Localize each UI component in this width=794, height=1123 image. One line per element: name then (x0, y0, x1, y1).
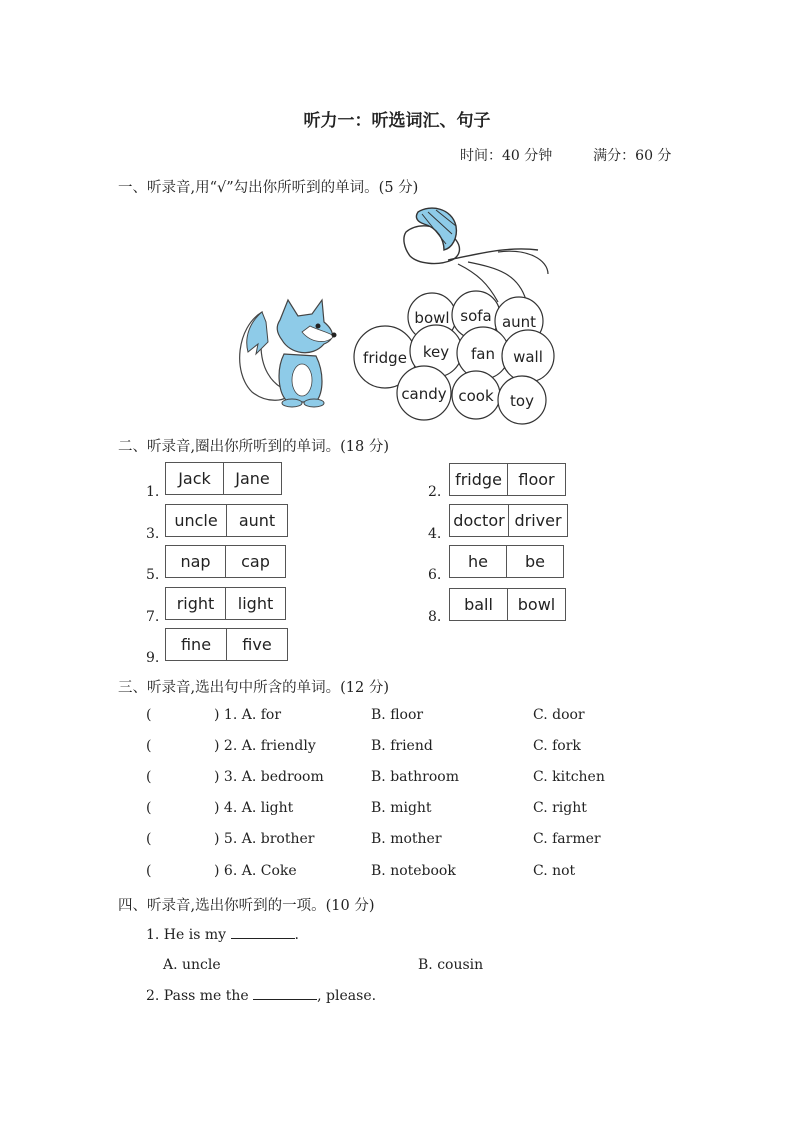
word-option[interactable]: driver (508, 505, 567, 536)
answer-blank[interactable] (231, 926, 295, 939)
mc-stem: ) 3. A. bedroom (214, 769, 324, 785)
word-choice-box (165, 628, 288, 661)
question-text: 2. Pass me the (146, 988, 249, 1004)
grape-word[interactable]: cook (458, 387, 494, 405)
word-choice-box (449, 588, 566, 621)
option-c: C. right (533, 800, 587, 816)
option-c: C. farmer (533, 831, 601, 847)
item-number: 3. (146, 526, 160, 542)
item-number: 6. (428, 567, 442, 583)
word-choice-box (165, 504, 288, 537)
time-limit: 时间：40 分钟 (460, 148, 553, 164)
answer-paren[interactable]: ( (146, 738, 152, 754)
word-choice-box (165, 587, 286, 620)
mc-question (146, 707, 151, 723)
fox-illustration (232, 292, 344, 412)
answer-paren[interactable]: ( (146, 707, 152, 723)
grape-word[interactable]: bowl (414, 309, 450, 327)
exam-meta (460, 145, 671, 165)
mc-stem: ) 2. A. friendly (214, 738, 316, 754)
word-option[interactable]: be (506, 546, 563, 577)
word-option[interactable]: right (176, 594, 215, 613)
option-c: C. door (533, 707, 585, 723)
word-option[interactable]: floor (507, 464, 565, 495)
option-b: B. bathroom (371, 769, 459, 785)
mc-question (146, 738, 151, 754)
word-choice-box (449, 545, 564, 578)
word-option[interactable]: ball (464, 595, 493, 614)
mc-question (146, 863, 151, 879)
word-option[interactable]: uncle (174, 511, 218, 530)
grape-word[interactable]: sofa (460, 307, 492, 325)
word-choice-box (165, 462, 282, 495)
full-score: 满分：60 分 (593, 148, 672, 164)
word-option[interactable]: light (225, 588, 285, 619)
word-option[interactable]: Jane (223, 463, 281, 494)
mc-stem: ) 6. A. Coke (214, 863, 297, 879)
mc-question (146, 831, 151, 847)
item-number: 9. (146, 650, 160, 666)
option-b: B. friend (371, 738, 433, 754)
word-option[interactable]: five (226, 629, 287, 660)
word-option[interactable]: fridge (455, 470, 502, 489)
grape-word[interactable]: aunt (501, 313, 537, 331)
option-b: B. might (371, 800, 432, 816)
mc-question (146, 769, 151, 785)
option-a[interactable]: A. uncle (163, 957, 221, 973)
page-title: 听力一：听选词汇、句子 (303, 111, 491, 131)
word-option[interactable]: fine (180, 635, 212, 654)
mc-stem: ) 4. A. light (214, 800, 294, 816)
word-choice-box (449, 463, 566, 496)
answer-paren[interactable]: ( (146, 800, 152, 816)
item-number: 8. (428, 609, 442, 625)
option-b: B. mother (371, 831, 442, 847)
question-end: . (294, 927, 299, 943)
grape-word[interactable]: candy (401, 385, 447, 403)
option-c: C. fork (533, 738, 581, 754)
item-number: 7. (146, 609, 160, 625)
option-c: C. kitchen (533, 769, 605, 785)
option-b: B. notebook (371, 863, 456, 879)
section2-heading: 二、听录音,圈出你所听到的单词。(18 分) (118, 439, 389, 455)
word-option[interactable]: aunt (226, 505, 287, 536)
option-c: C. not (533, 863, 576, 879)
word-option[interactable]: nap (180, 552, 211, 571)
option-b: B. floor (371, 707, 424, 723)
grape-word[interactable]: fridge (363, 349, 407, 367)
answer-blank[interactable] (253, 987, 317, 1000)
item-number: 1. (146, 484, 160, 500)
word-option[interactable]: doctor (453, 511, 505, 530)
item-number: 4. (428, 526, 442, 542)
answer-paren[interactable]: ( (146, 769, 152, 785)
word-choice-box (165, 545, 286, 578)
word-option[interactable]: cap (225, 546, 285, 577)
grape-word[interactable]: fan (471, 345, 495, 363)
section1-heading: 一、听录音,用“√”勾出你所听到的单词。(5 分) (118, 180, 419, 196)
grape-word[interactable]: key (422, 343, 450, 361)
answer-paren[interactable]: ( (146, 863, 152, 879)
grape-word[interactable]: wall (513, 348, 543, 366)
fill-question-2 (146, 987, 376, 1004)
word-option[interactable]: he (468, 552, 488, 571)
grape-word-cluster (348, 204, 558, 426)
question-end: , please. (317, 988, 377, 1004)
word-option[interactable]: Jack (178, 469, 211, 488)
word-option[interactable]: bowl (507, 589, 565, 620)
option-b[interactable]: B. cousin (418, 957, 484, 973)
word-choice-box (449, 504, 568, 537)
answer-paren[interactable]: ( (146, 831, 152, 847)
mc-stem: ) 1. A. for (214, 707, 282, 723)
section4-heading: 四、听录音,选出你听到的一项。(10 分) (118, 898, 375, 914)
item-number: 2. (428, 484, 442, 500)
fill-question-1 (146, 926, 299, 943)
mc-question (146, 800, 151, 816)
mc-stem: ) 5. A. brother (214, 831, 315, 847)
item-number: 5. (146, 567, 160, 583)
section3-heading: 三、听录音,选出句中所含的单词。(12 分) (118, 680, 389, 696)
question-text: 1. He is my (146, 927, 227, 943)
grape-word[interactable]: toy (510, 392, 534, 410)
